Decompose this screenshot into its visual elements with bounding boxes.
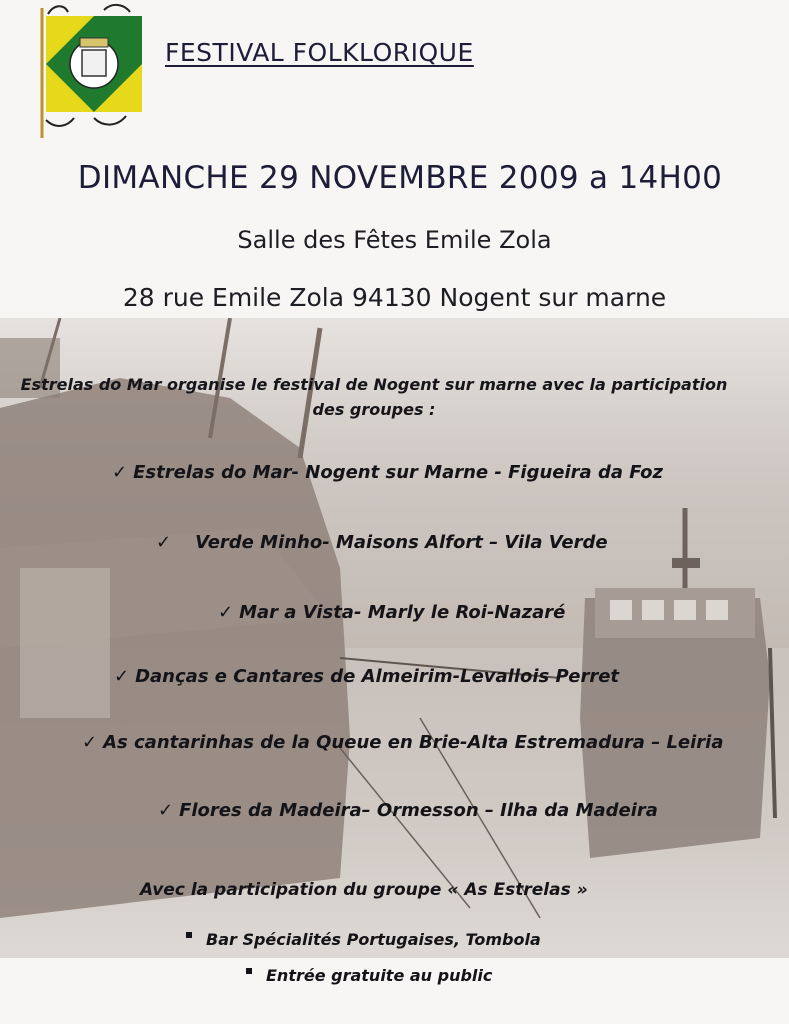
participation-note: Avec la participation du groupe « As Estrelas » [140,880,588,900]
page-title: FESTIVAL FOLKLORIQUE [165,38,474,67]
group-label: Flores da Madeira– Ormesson – Ilha da Madeira [179,800,658,821]
group-label: Mar a Vista- Marly le Roi-Nazaré [239,602,566,623]
group-item [158,800,658,821]
group-item [218,602,565,623]
group-label: As cantarinhas de la Queue en Brie-Alta Estremadura – Leiria [103,732,724,753]
bullet-square-icon [186,932,192,938]
event-date: DIMANCHE 29 NOVEMBRE 2009 a 14H00 [77,160,723,196]
intro-line: Estrelas do Mar organise le festival de Nogent sur marne avec la participation [20,375,728,394]
intro-line: des groupes : [312,400,436,419]
extra-item [246,966,492,985]
group-label: Estrelas do Mar- Nogent sur Marne - Figueira da Foz [133,462,663,483]
group-label: Verde Minho- Maisons Alfort – Vila Verde [195,532,608,553]
group-item [112,462,663,483]
group-item [156,532,608,553]
group-item [82,732,724,753]
check-icon: ✓ [112,462,128,483]
check-icon: ✓ [114,666,130,687]
extra-item [186,930,541,949]
municipal-flag-logo [34,2,154,142]
extra-label: Entrée gratuite au public [266,966,493,985]
check-icon: ✓ [158,800,174,821]
check-icon: ✓ [218,602,234,623]
event-venue: Salle des Fêtes Emile Zola [237,226,552,254]
group-label: Danças e Cantares de Almeirim-Levallois Perret [135,666,620,687]
intro-text [14,372,734,422]
check-icon: ✓ [156,532,172,553]
extra-label: Bar Spécialités Portugaises, Tombola [206,930,541,949]
event-address: 28 rue Emile Zola 94130 Nogent sur marne [122,283,667,312]
group-item [114,666,619,687]
check-icon: ✓ [82,732,98,753]
bullet-square-icon [246,968,252,974]
